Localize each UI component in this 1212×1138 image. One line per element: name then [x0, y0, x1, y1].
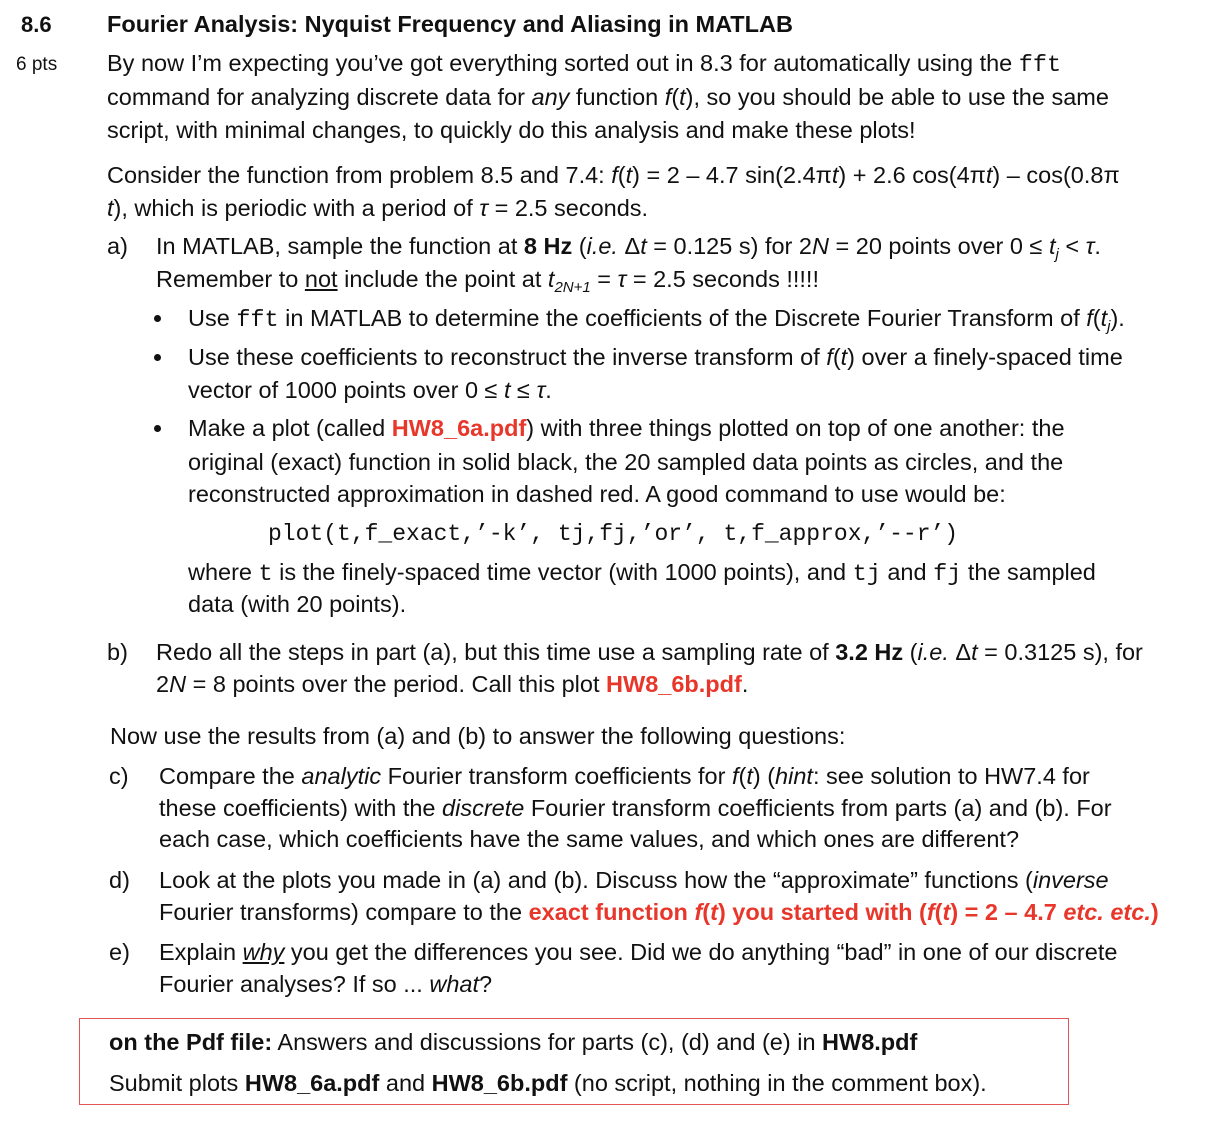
part-a-line-2: Remember to not include the point at $t_{2N+1} = \tau = 2.5$ seconds !!!!! — [156, 266, 819, 296]
bullet-dot — [154, 315, 161, 322]
problem-number: 8.6 — [21, 12, 52, 37]
now-use-heading: Now use the results from (a) and (b) to answer the following questions: — [110, 723, 846, 749]
part-a-line-1: In MATLAB, sample the function at 8 Hz (i.e. Δt = 0.125 s) for 2N = 20 points over $0 \le t_j < \tau$. — [156, 233, 1101, 263]
part-b-label: b) — [107, 639, 128, 665]
fft-code: fft — [1018, 52, 1062, 79]
part-e-line-1: Explain why you get the differences you see. Did we do anything “bad” in one of our discrete — [159, 939, 1118, 965]
part-c-label: c) — [109, 763, 129, 789]
part-a-where-line-2: data (with 20 points). — [188, 591, 407, 617]
intro-line-1: By now I’m expecting you’ve got everything sorted out in 8.3 for automatically using the fft — [107, 50, 1062, 79]
part-b-line-2: 2N = 8 points over the period. Call this plot HW8_6b.pdf. — [156, 671, 749, 697]
intro-line-2: command for analyzing discrete data for any function f(t), so you should be able to use the same — [107, 84, 1109, 110]
intro-line-3: script, with minimal changes, to quickly do this analysis and make these plots! — [107, 117, 916, 143]
part-c-line-2: these coefficients) with the discrete Fourier transform coefficients from parts (a) and (b). For — [159, 795, 1112, 821]
part-a-bullet-3-line-1: Make a plot (called HW8_6a.pdf) with three things plotted on top of one another: the — [188, 415, 1065, 441]
part-a-bullet-3-line-3: reconstructed approximation in dashed red. A good command to use would be: — [188, 481, 1006, 507]
part-a-bullet-3-line-2: original (exact) function in solid black, the 20 sampled data points as circles, and the — [188, 449, 1064, 475]
problem-title: Fourier Analysis: Nyquist Frequency and Aliasing in MATLAB — [107, 11, 793, 37]
bullet-dot — [154, 425, 161, 432]
part-a-bullet-2-line-2: vector of 1000 points over 0 ≤ t ≤ τ. — [188, 377, 552, 403]
bullet-dot — [154, 354, 161, 361]
plot-command-code: plot(t,f_exact,’-k’, tj,fj,’or’, t,f_approx,’--r’) — [268, 521, 959, 547]
part-d-line-1: Look at the plots you made in (a) and (b). Discuss how the “approximate” functions (inverse — [159, 867, 1109, 893]
file-hw8-6b: HW8_6b.pdf — [606, 671, 742, 697]
part-a-bullet-2-line-1: Use these coefficients to reconstruct the inverse transform of f(t) over a finely-spaced time — [188, 344, 1123, 370]
part-d-line-2: Fourier transforms) compare to the exact function f(t) you started with (f(t) = 2 – 4.7 etc. etc.) — [159, 899, 1159, 925]
problem-points: 6 pts — [16, 54, 58, 75]
submission-line-1: on the Pdf file: Answers and discussions for parts (c), (d) and (e) in HW8.pdf — [109, 1029, 918, 1055]
part-e-line-2: Fourier analyses? If so ... what? — [159, 971, 493, 997]
part-c-line-1: Compare the analytic Fourier transform coefficients for f(t) (hint: see solution to HW7.4 for — [159, 763, 1090, 789]
exact-function-highlight: exact function f(t) you started with (f(t) = 2 – 4.7 etc. etc.) — [528, 899, 1159, 925]
part-a-label: a) — [107, 233, 128, 259]
part-c-line-3: each case, which coefficients have the same values, and which ones are different? — [159, 826, 1020, 852]
consider-line-1: Consider the function from problem 8.5 and 7.4: f(t) = 2 – 4.7 sin(2.4πt) + 2.6 cos(4πt) – cos(0.8π — [107, 162, 1120, 188]
part-e-label: e) — [109, 939, 130, 965]
file-hw8-6a: HW8_6a.pdf — [391, 415, 527, 441]
consider-line-2: t), which is periodic with a period of τ = 2.5 seconds. — [107, 195, 649, 221]
part-a-bullet-1: Use fft in MATLAB to determine the coefficients of the Discrete Fourier Transform of $f(t_j)$. — [188, 305, 1125, 335]
part-a-where-line-1: where t is the finely-spaced time vector (with 1000 points), and tj and fj the sampled — [188, 559, 1096, 588]
submission-line-2: Submit plots HW8_6a.pdf and HW8_6b.pdf (no script, nothing in the comment box). — [109, 1070, 987, 1096]
part-d-label: d) — [109, 867, 130, 893]
part-b-line-1: Redo all the steps in part (a), but this time use a sampling rate of 3.2 Hz (i.e. Δt = 0.3125 s), for — [156, 639, 1143, 665]
